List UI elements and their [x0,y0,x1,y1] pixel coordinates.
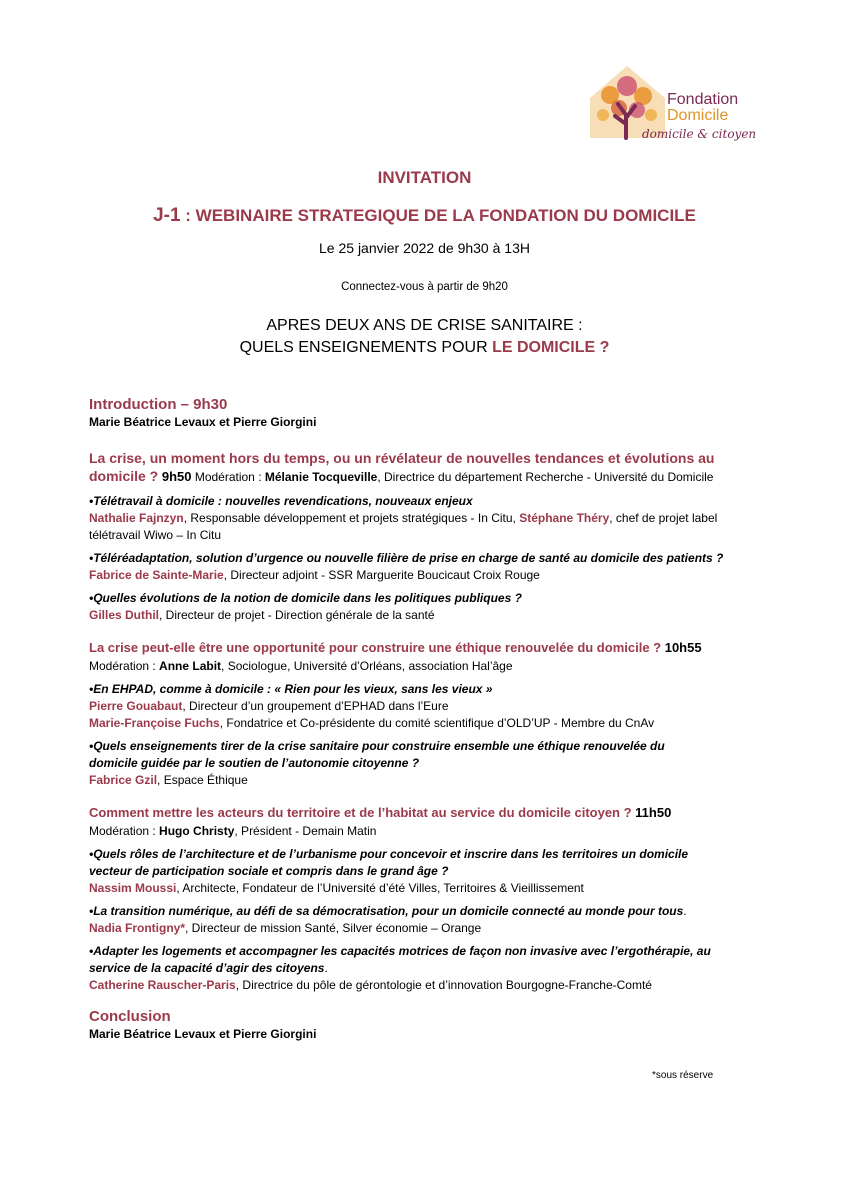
session3-topic1-question: •Quels rôles de l’architecture et de l’urbanisme pour concevoir et inscrire dans les territoires un domicile [89,847,689,861]
logo-wordmark-line2: Domicile [667,107,729,124]
event-date: Le 25 janvier 2022 de 9h30 à 13H [319,240,530,256]
program [89,396,769,1043]
session2-topic1-speaker2: Marie-Françoise Fuchs, Fondatrice et Co-présidente du comité scientifique d’OLD’UP - Membre du CnAv [89,716,655,730]
theme-highlight: LE DOMICILE ? [492,339,610,356]
logo-wordmark-line1: Fondation [667,91,739,108]
intro-speakers: Marie Béatrice Levaux et Pierre Giorgini [89,415,317,429]
session2-topic2-question: •Quels enseignements tirer de la crise sanitaire pour construire ensemble une éthique renouvelée du [89,739,665,753]
session2-topic1-speaker1: Pierre Gouabaut, Directeur d’un groupement d’EPHAD dans l’Eure [89,699,449,713]
session3-title: Comment mettre les acteurs du territoire et de l’habitat au service du domicile citoyen ? 11h50 [89,805,672,820]
footnote: *sous réserve [652,1070,714,1081]
session1-topic3-question: •Quelles évolutions de la notion de domicile dans les politiques publiques ? [89,591,522,605]
session1-title-line2: domicile ? 9h50 Modération : Mélanie Tocqueville, Directrice du département Recherche - Université du Domicile [89,468,714,484]
session2-topic1-question: •En EHPAD, comme à domicile : « Rien pour les vieux, sans les vieux » [89,682,493,696]
session3-topic3-speakers: Catherine Rauscher-Paris, Directrice du pôle de gérontologie et d’innovation Bourgogne-Franche-Comté [89,978,652,992]
session2-topic2-speakers: Fabrice Gzil, Espace Éthique [89,773,248,787]
title-prefix: J-1 [153,205,181,226]
session3-topic3-question: •Adapter les logements et accompagner les capacités motrices de façon non invasive avec l’ergothérapie, au [89,944,711,958]
session3-moderation: Modération : Hugo Christy, Président - Demain Matin [89,824,377,838]
session1-topic1-speakers-cont: télétravail Wiwo – In Citu [89,528,222,542]
session2-topic2-question-cont: domicile guidée par le soutien de l’autonomie citoyenne ? [89,756,420,770]
session1-topic2-question: •Téléréadaptation, solution d’urgence ou nouvelle filière de prise en charge de santé au domicile des patients ? [89,551,724,565]
session3-time: 11h50 [631,805,672,820]
intro-title: Introduction – 9h30 [89,396,228,413]
session3-topic1-question-cont: vecteur de participation sociale et compris dans le grand âge ? [89,864,449,878]
theme-line-2: QUELS ENSEIGNEMENTS POUR LE DOMICILE ? [239,339,610,356]
session1-topic1-question: •Télétravail à domicile : nouvelles revendications, nouveaux enjeux [89,494,473,508]
session1-topic2-speakers: Fabrice de Sainte-Marie, Directeur adjoint - SSR Marguerite Boucicaut Croix Rouge [89,568,540,582]
session3-topic3-question-cont: service de la capacité d’agir des citoyens. [89,961,328,975]
theme-line-1: APRES DEUX ANS DE CRISE SANITAIRE : [266,317,583,334]
logo-tagline: domicile & citoyen [642,127,757,141]
session1-topic3-speakers: Gilles Duthil, Directeur de projet - Direction générale de la santé [89,608,435,622]
webinar-title [0,205,849,227]
session2-title: La crise peut-elle être une opportunité pour construire une éthique renouvelée du domicile ? 10h55 [89,640,702,655]
session3-moderator: Hugo Christy [159,824,235,838]
session2-moderator: Anne Labit [159,659,222,673]
session2-time: 10h55 [661,640,702,655]
session1-time: 9h50 [158,469,192,484]
session1-moderator: Mélanie Tocqueville [264,470,378,484]
session1-title-line1: La crise, un moment hors du temps, ou un révélateur de nouvelles tendances et évolutions au [89,450,715,466]
connect-note: Connectez-vous à partir de 9h20 [341,281,508,293]
session3-topic2-speakers: Nadia Frontigny*, Directeur de mission Santé, Silver économie – Orange [89,921,482,935]
conclusion-title: Conclusion [89,1008,171,1025]
session3-topic2-question: •La transition numérique, au défi de sa démocratisation, pour un domicile connecté au monde pour tous. [89,904,687,918]
session3-topic1-speakers: Nassim Moussi, Architecte, Fondateur de l’Université d’été Villes, Territoires & Vieillissement [89,881,584,895]
title-text: : WEBINAIRE STRATEGIQUE DE LA FONDATION DU DOMICILE [180,206,696,225]
session2-moderation: Modération : Anne Labit, Sociologue, Université d’Orléans, association Hal’âge [89,659,513,673]
invitation-heading: INVITATION [377,168,472,187]
conclusion-speakers: Marie Béatrice Levaux et Pierre Giorgini [89,1027,317,1041]
session1-topic1-speakers: Nathalie Fajnzyn, Responsable développement et projets stratégiques - In Citu, Stéphane Théry, chef de projet label [89,511,718,525]
